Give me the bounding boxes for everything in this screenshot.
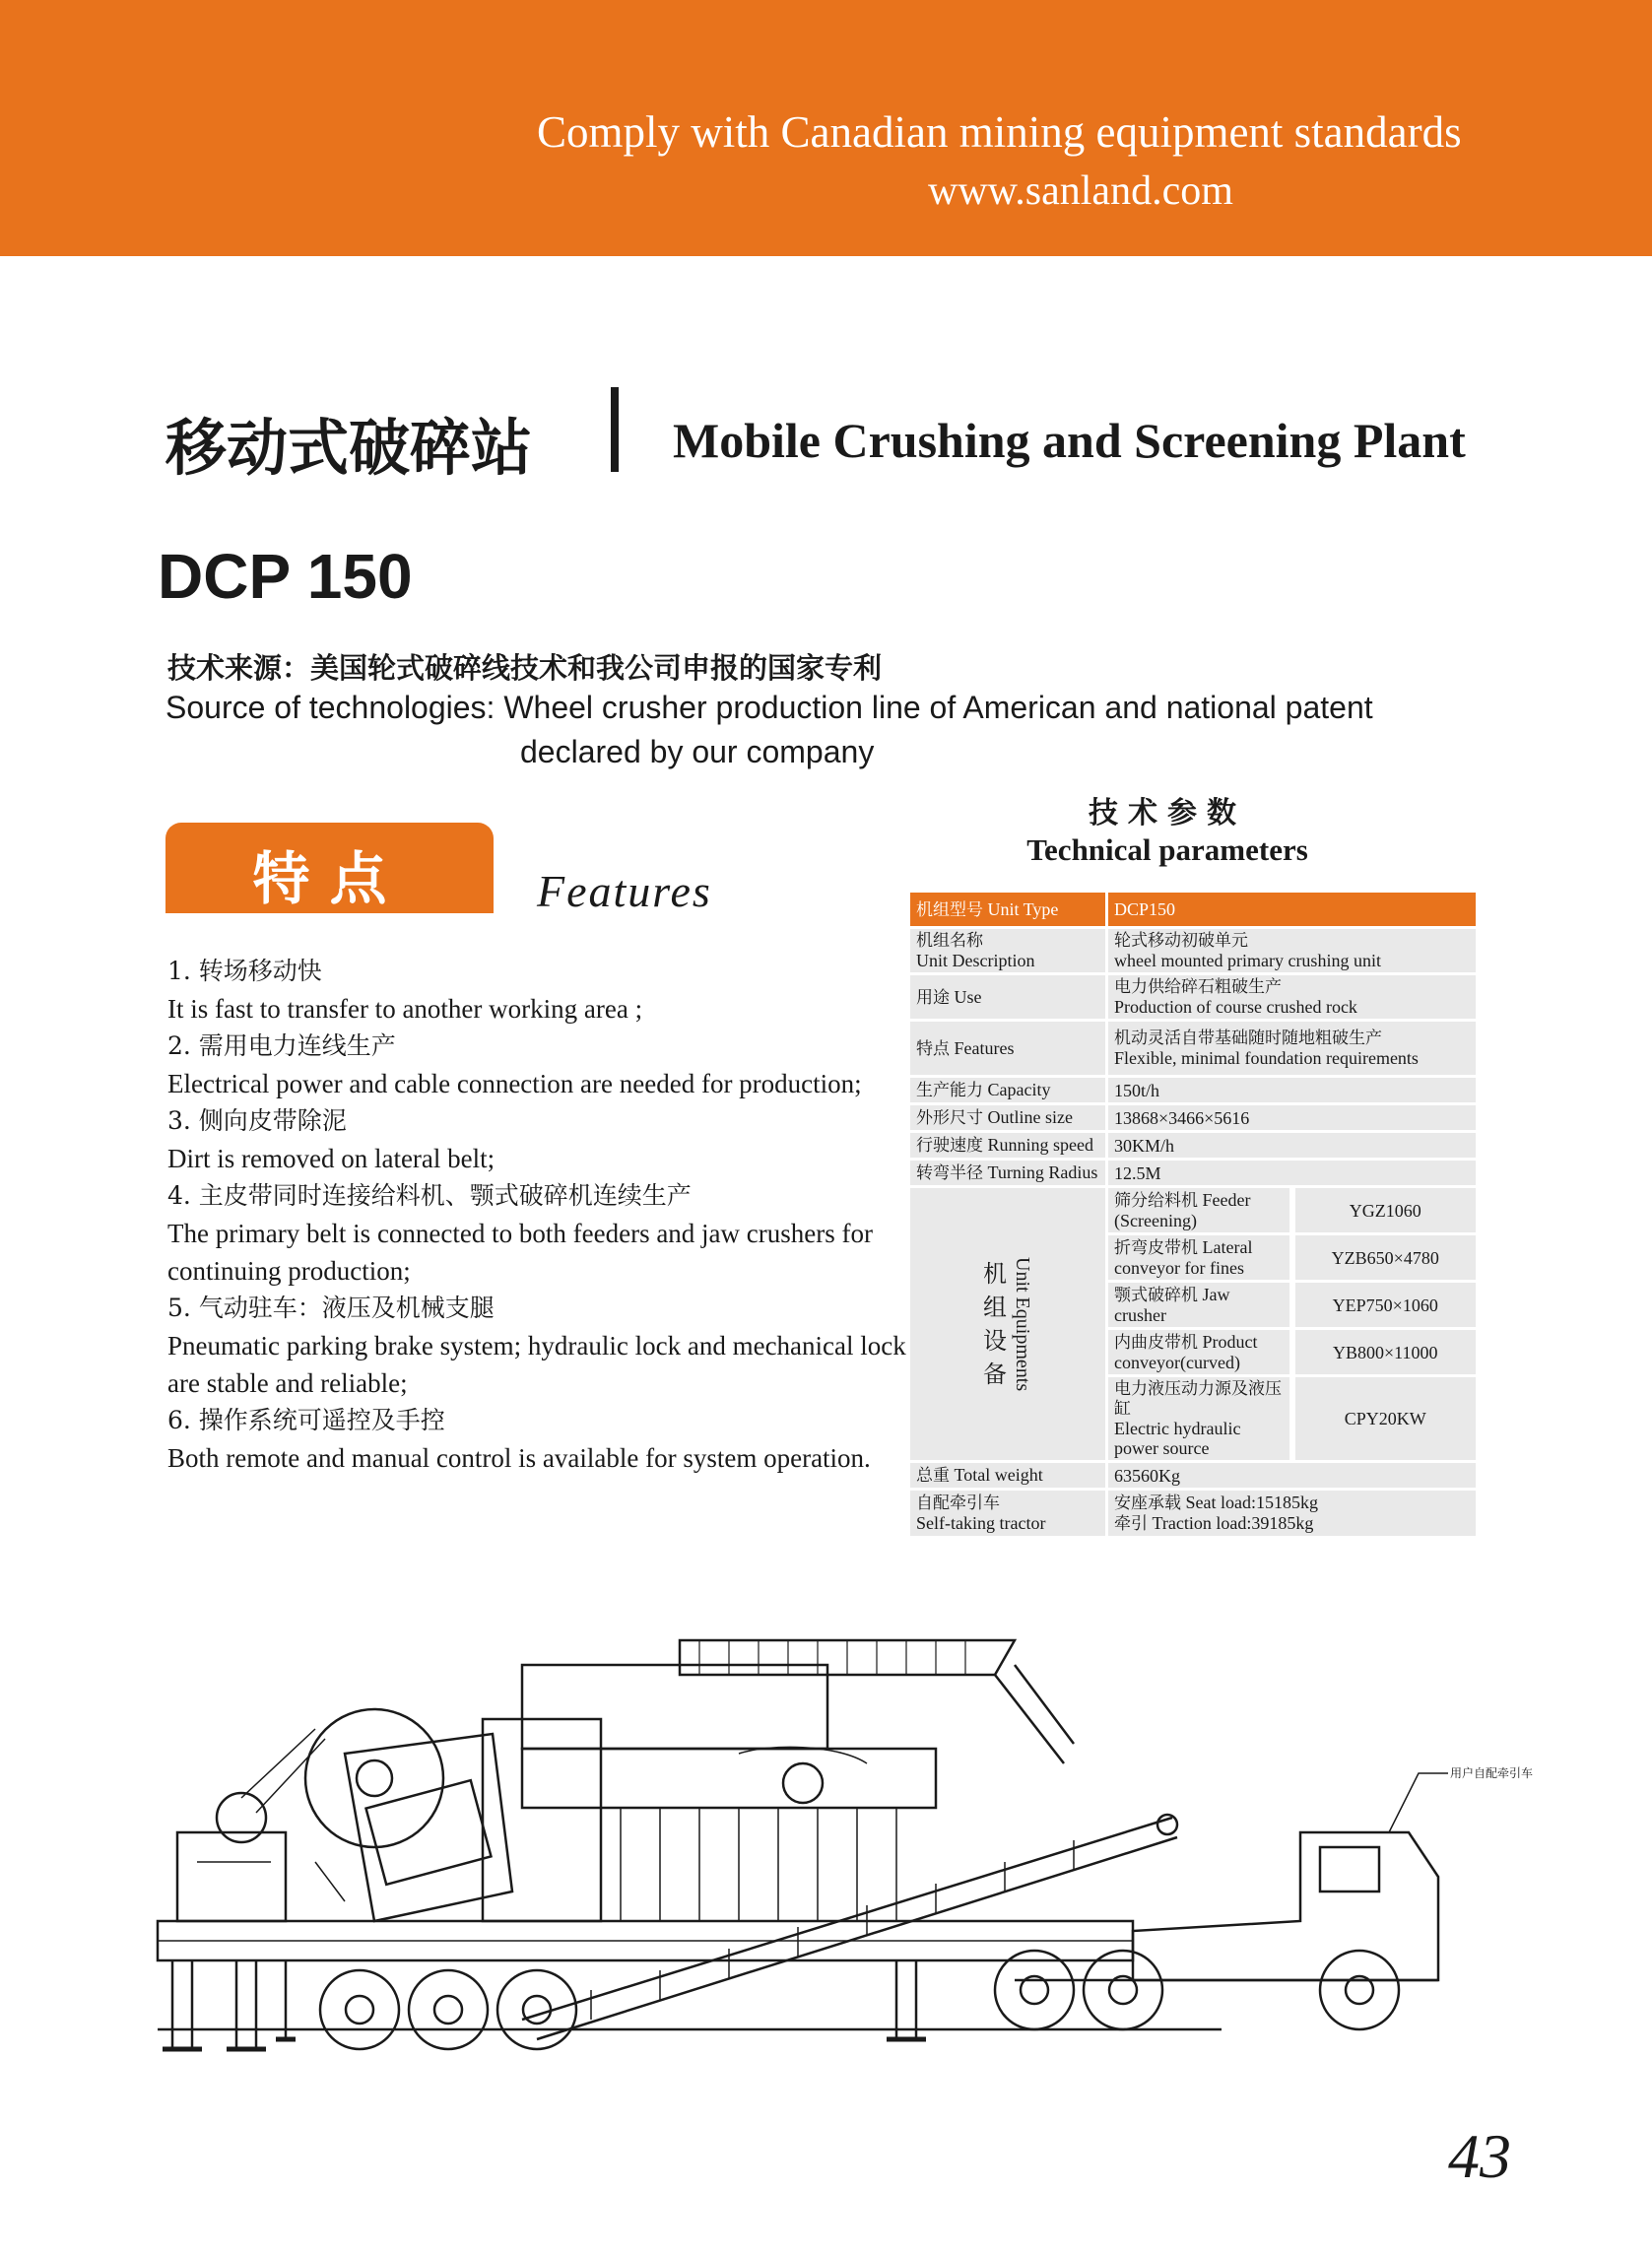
feature-item-en: Dirt is removed on lateral belt;: [167, 1144, 496, 1173]
wheel-hub: [523, 1996, 551, 2024]
plant-line-drawing: [148, 1635, 1534, 2098]
page-title-cn: 移动式破碎站: [165, 412, 533, 484]
source-en-line1: Source of technologies: Wheel crusher production line of American and national patent: [165, 690, 1373, 725]
wheel-hub: [434, 1996, 462, 2024]
table-row: [910, 1188, 1476, 1232]
table-row: [910, 1491, 1476, 1536]
equipment-code: YB800×11000: [1292, 1330, 1477, 1374]
table-row: [910, 893, 1476, 926]
table-row: [910, 1105, 1476, 1130]
equipment-code: CPY20KW: [1292, 1377, 1477, 1460]
param-key: 特点 Features: [910, 1022, 1108, 1075]
param-value: 机动灵活自带基础随时随地粗破生产 Flexible, minimal foundation requirements: [1108, 1022, 1476, 1075]
feature-item-cn: 3. 侧向皮带除泥: [167, 1106, 347, 1135]
feature-item-cn: 2. 需用电力连线生产: [167, 1031, 396, 1060]
table-row: [910, 1161, 1476, 1185]
truck-wheel: [1320, 1951, 1399, 2029]
param-value: DCP150: [1108, 893, 1476, 926]
truck-cab: [1133, 1832, 1438, 1980]
tractor-leader-line: [1389, 1773, 1448, 1832]
truck-wheel: [1084, 1951, 1162, 2029]
support-posts: [621, 1808, 896, 1921]
tech-params-heading-cn: 技术参数: [1089, 796, 1246, 830]
source-cn: 技术来源：美国轮式破碎线技术和我公司申报的国家专利: [167, 651, 883, 685]
truck-wheel: [995, 1951, 1074, 2029]
banner-slogan: Comply with Canadian mining equipment standards: [537, 107, 1462, 157]
table-row: [910, 1463, 1476, 1488]
source-en-line2: declared by our company: [520, 734, 875, 769]
drive-belt: [241, 1729, 325, 1813]
equipment-code: YGZ1060: [1292, 1188, 1477, 1232]
wheel: [497, 1970, 576, 2049]
equipment-code: YEP750×1060: [1292, 1283, 1477, 1327]
feeder-drive-wheel: [783, 1763, 823, 1803]
table-row: [910, 1133, 1476, 1158]
param-key: 自配牵引车 Self-taking tractor: [910, 1491, 1108, 1536]
feature-item-en: The primary belt is connected to both feeders and jaw crushers for continuing production;: [167, 1219, 873, 1286]
equipment-name: 颚式破碎机 Jaw crusher: [1108, 1283, 1292, 1327]
param-value: 电力供给碎石粗破生产 Production of course crushed rock: [1108, 975, 1476, 1019]
equipments-label-en: Unit Equipments: [1012, 1256, 1033, 1392]
jaw-chamber: [366, 1780, 492, 1885]
wheel: [409, 1970, 488, 2049]
param-value: 13868×3466×5616: [1108, 1105, 1476, 1130]
feeder-frame: [522, 1749, 936, 1808]
table-row: [910, 929, 1476, 972]
conveyor-idlers: [591, 1840, 1074, 2020]
equipment-code: YZB650×4780: [1292, 1235, 1477, 1280]
feature-item-cn: 1. 转场移动快: [167, 957, 322, 985]
param-value: 63560Kg: [1108, 1463, 1476, 1488]
features-tab-label: 特点: [252, 845, 407, 912]
wheel: [320, 1970, 399, 2049]
wheel-hub: [346, 1996, 373, 2024]
head-pulley: [1157, 1815, 1177, 1834]
title-divider: [611, 387, 619, 472]
table-row: [910, 975, 1476, 1019]
feature-item-en: Pneumatic parking brake system; hydraulic lock and mechanical lock are stable and reliable;: [167, 1331, 906, 1398]
table-row: [910, 1078, 1476, 1102]
flywheel-small: [217, 1793, 266, 1842]
equipment-name: 内曲皮带机 Product conveyor(curved): [1108, 1330, 1292, 1374]
tractor-label: 用户自配牵引车: [1450, 1766, 1534, 1780]
crusher-brace: [315, 1862, 345, 1901]
tech-params-table: [910, 890, 1476, 1539]
page-title-en: Mobile Crushing and Screening Plant: [673, 413, 1466, 468]
equipments-label-inner: [910, 1257, 1105, 1391]
param-key: 用途 Use: [910, 975, 1108, 1019]
equipments-label-cn: 机 组 设 备: [983, 1259, 1007, 1388]
feature-item-cn: 4. 主皮带同时连接给料机、颚式破碎机连续生产: [167, 1181, 692, 1210]
param-value: 12.5M: [1108, 1161, 1476, 1185]
equipment-name: 折弯皮带机 Lateral conveyor for fines: [1108, 1235, 1292, 1280]
model-number: DCP 150: [158, 541, 413, 612]
features-list: [167, 953, 916, 1477]
param-key: 生产能力 Capacity: [910, 1078, 1108, 1102]
feature-item-cn: 5. 气动驻车：液压及机械支腿: [167, 1294, 495, 1322]
page-number: 43: [1448, 2121, 1511, 2191]
features-tab: [165, 823, 494, 913]
param-value: 30KM/h: [1108, 1133, 1476, 1158]
feature-item-en: Both remote and manual control is available for system operation.: [167, 1443, 871, 1473]
param-value: 轮式移动初破单元 wheel mounted primary crushing unit: [1108, 929, 1476, 972]
hopper-chute: [995, 1665, 1074, 1763]
flywheel-hub: [357, 1760, 392, 1796]
param-key: 行驶速度 Running speed: [910, 1133, 1108, 1158]
tech-params-heading-en: Technical parameters: [1026, 832, 1308, 867]
feeder-box: [522, 1665, 827, 1749]
param-key: 外形尺寸 Outline size: [910, 1105, 1108, 1130]
feature-item-cn: 6. 操作系统可遥控及手控: [167, 1406, 445, 1434]
param-key: 机组名称 Unit Description: [910, 929, 1108, 972]
param-value: 150t/h: [1108, 1078, 1476, 1102]
truck-window: [1320, 1847, 1379, 1892]
param-key: 总重 Total weight: [910, 1463, 1108, 1488]
header-banner: [0, 0, 1652, 256]
power-unit: [177, 1832, 286, 1921]
equipment-name: 电力液压动力源及液压缸 Electric hydraulic power source: [1108, 1377, 1292, 1460]
equipment-name: 筛分给料机 Feeder (Screening): [1108, 1188, 1292, 1232]
param-key: 转弯半径 Turning Radius: [910, 1161, 1108, 1185]
feature-item-en: It is fast to transfer to another working area ;: [167, 994, 643, 1024]
equipments-label: [910, 1188, 1108, 1460]
banner-website: www.sanland.com: [928, 168, 1233, 214]
features-heading: Features: [537, 866, 712, 916]
hopper-grid: [699, 1640, 965, 1675]
param-key: 机组型号 Unit Type: [910, 893, 1108, 926]
param-value: 安座承载 Seat load:15185kg 牵引 Traction load:39185kg: [1108, 1491, 1476, 1536]
table-row: [910, 1022, 1476, 1075]
jaw-crusher-flywheel: [305, 1709, 443, 1847]
feature-item-en: Electrical power and cable connection are needed for production;: [167, 1069, 862, 1098]
